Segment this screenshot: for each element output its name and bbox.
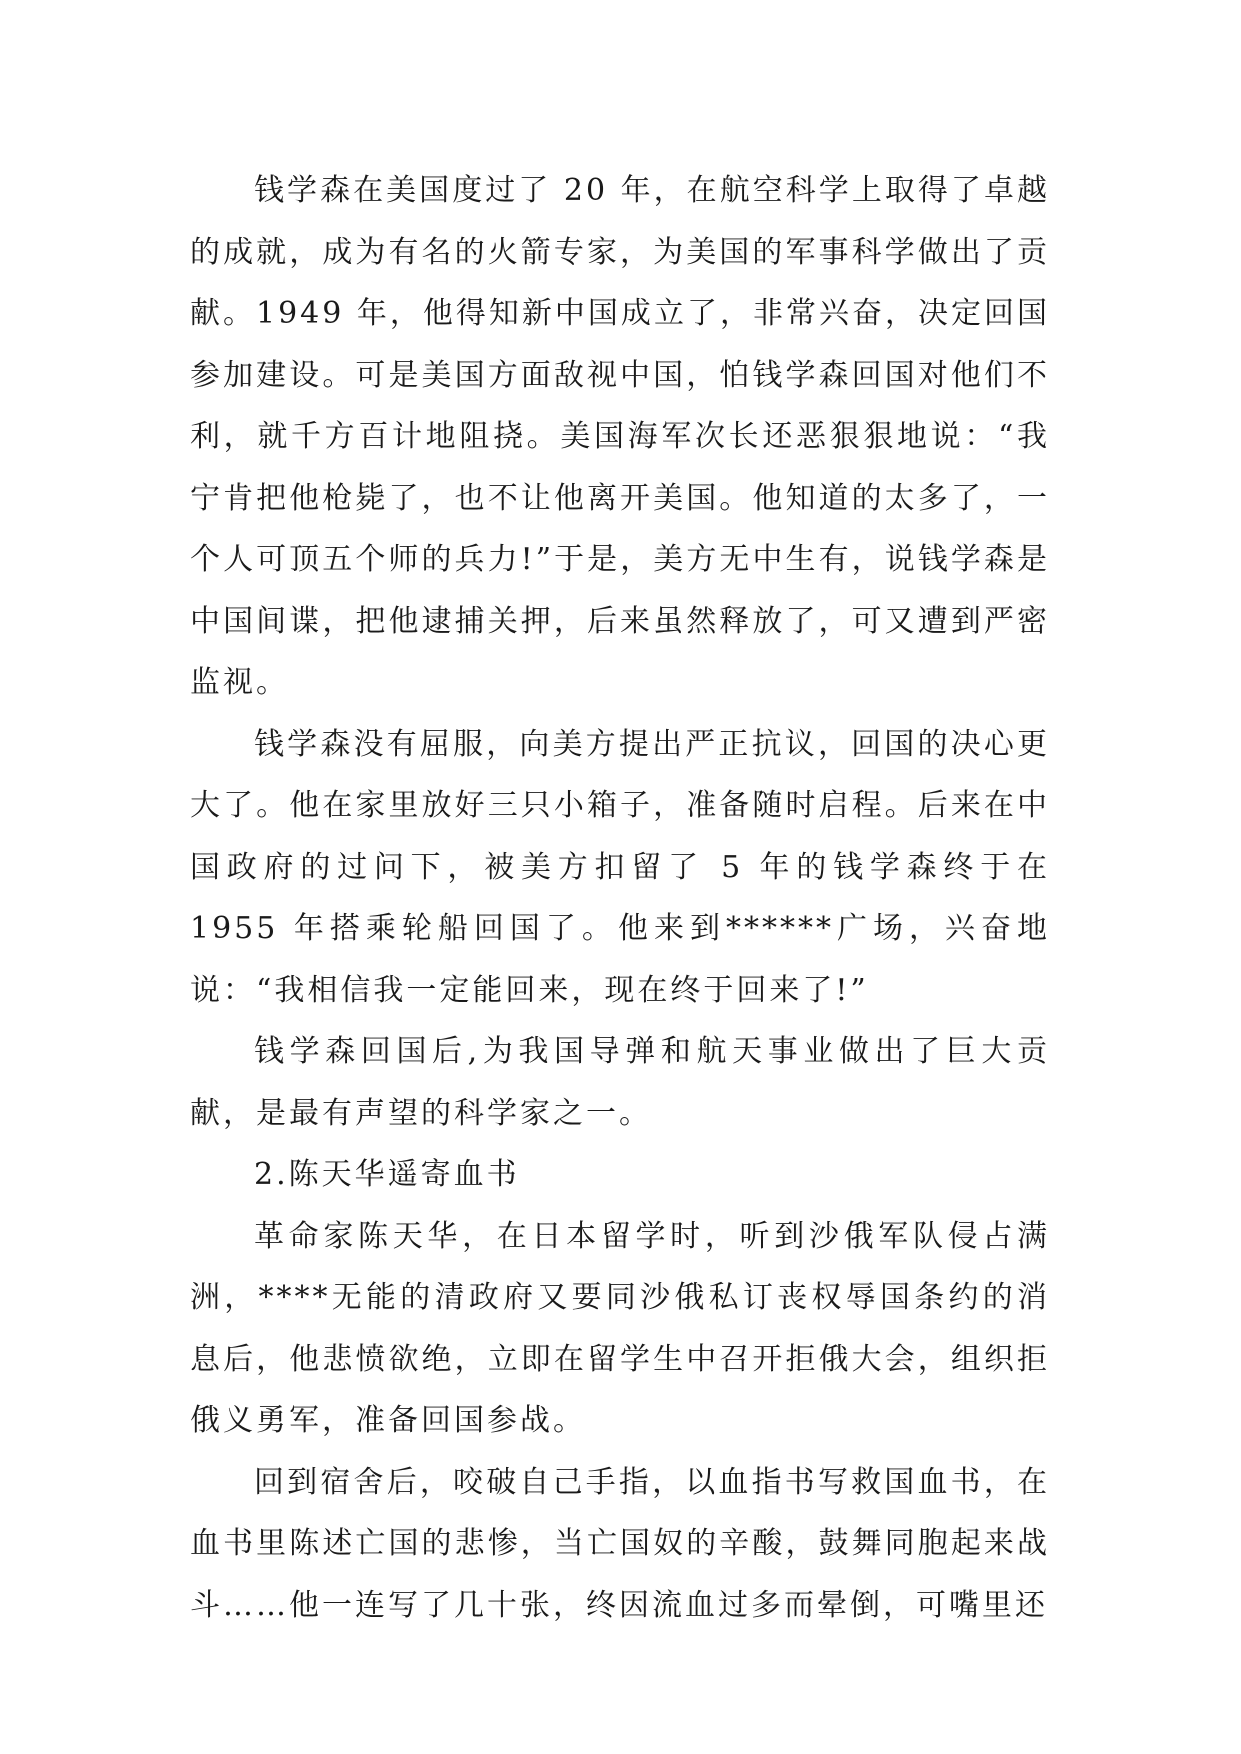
section-heading-chen-tianhua: 2.陈天华遥寄血书 — [254, 1157, 520, 1192]
paragraph-qian-xuesen-contribution: 钱学森回国后,为我国导弹和航天事业做出了巨大贡献，是最有声望的科学家之一。 — [190, 1034, 1050, 1131]
document-body — [190, 160, 1050, 1636]
paragraph-qian-xuesen-protest: 钱学森没有屈服，向美方提出严正抗议，回国的决心更大了。他在家里放好三只小箱子，准备随时启程。后来在中国政府的过问下，被美方扣留了 5 年的钱学森终于在 1955 年搭乘轮船回国了。他来到******广场，兴奋地说：“我相信我一定能回来，现在终于回来了!” — [190, 726, 1050, 1008]
paragraph-chen-tianhua-blood-letter: 回到宿舍后，咬破自己手指，以血指书写救国血书，在血书里陈述亡国的悲惨，当亡国奴的辛酸，鼓舞同胞起来战斗……他一连写了几十张，终因流血过多而晕倒，可嘴里还 — [190, 1464, 1050, 1623]
paragraph-qian-xuesen-in-america: 钱学森在美国度过了 20 年，在航空科学上取得了卓越的成就，成为有名的火箭专家，为美国的军事科学做出了贡献。1949 年，他得知新中国成立了，非常兴奋，决定回国参加建设。可是美国方面敌视中国，怕钱学森回国对他们不利，就千方百计地阻挠。美国海军次长还恶狠狠地说：“我宁肯把他枪毙了，也不让他离开美国。他知道的太多了，一个人可顶五个师的兵力!”于是，美方无中生有，说钱学森是中国间谍，把他逮捕关押，后来虽然释放了，可又遭到严密监视。 — [190, 173, 1050, 700]
paragraph-chen-tianhua-abroad: 革命家陈天华，在日本留学时，听到沙俄军队侵占满洲，****无能的清政府又要同沙俄私订丧权辱国条约的消息后，他悲愤欲绝，立即在留学生中召开拒俄大会，组织拒俄义勇军，准备回国参战。 — [190, 1218, 1050, 1438]
